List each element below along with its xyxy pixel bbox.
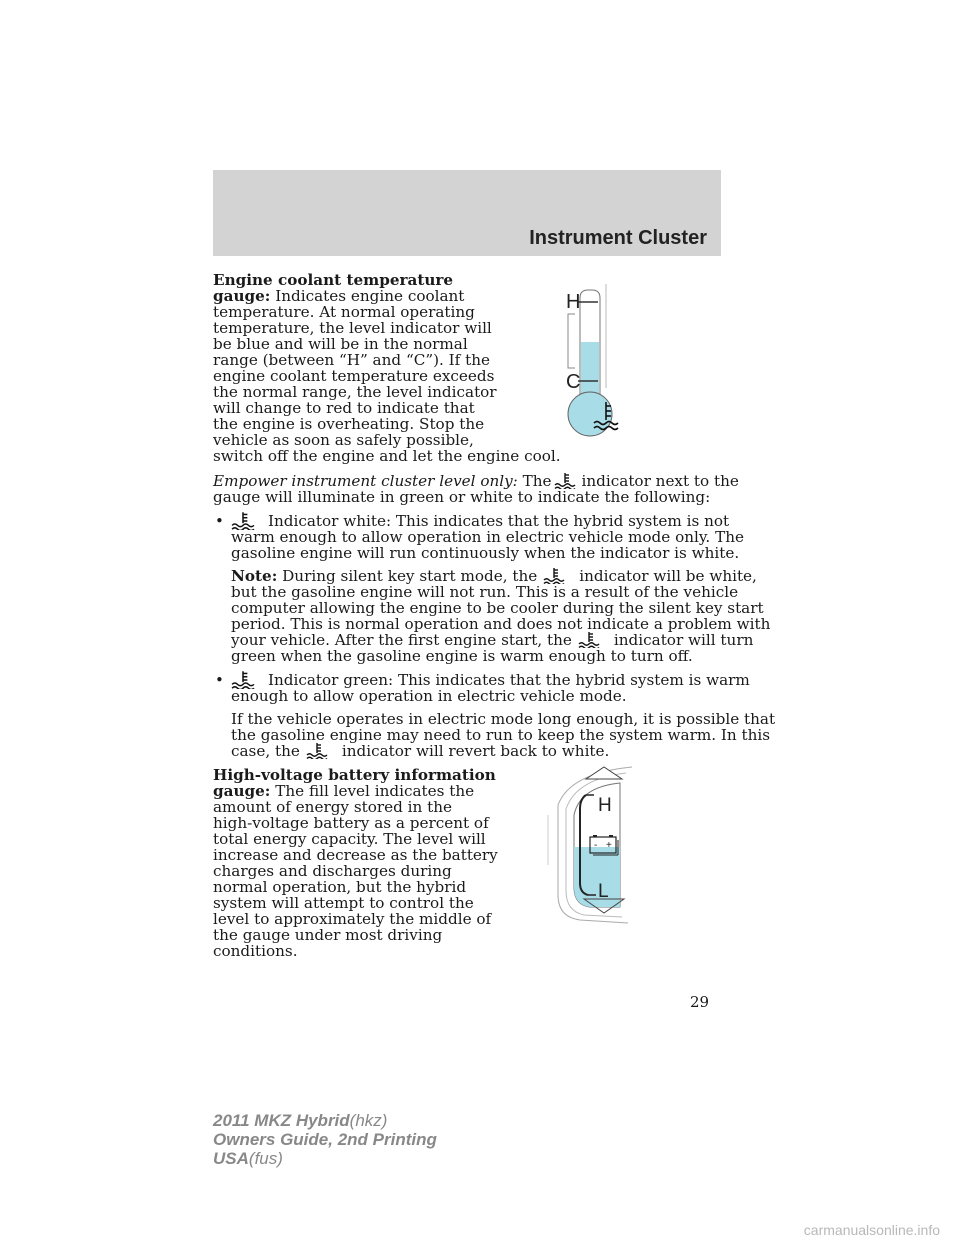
header-band	[213, 170, 721, 256]
coolant-gauge-h-label: H	[566, 291, 581, 313]
footer-line: USA(fus)	[213, 1149, 283, 1168]
electric-mode-line: the gasoline engine may need to run to keep the system warm. In this	[231, 726, 771, 744]
electric-mode-line: If the vehicle operates in electric mode long enough, it is possible that	[231, 710, 776, 728]
battery-text-line: the gauge under most driving	[213, 926, 443, 944]
battery-text-line: high-voltage battery as a percent of	[213, 814, 489, 832]
coolant-temperature-icon	[306, 743, 328, 759]
battery-heading: High-voltage battery information	[213, 766, 496, 784]
coolant-text-line: temperature, the level indicator will	[213, 319, 492, 337]
electric-mode-line: case, the indicator will revert back to white.	[231, 742, 610, 760]
bullet-green-line: enough to allow operation in electric vehicle mode.	[231, 687, 627, 705]
page-number: 29	[690, 993, 710, 1011]
battery-text-line: charges and discharges during	[213, 862, 452, 880]
empower-line: gauge will illuminate in green or white to indicate the following:	[213, 488, 711, 506]
coolant-text-line: the normal range, the level indicator	[213, 383, 497, 401]
battery-text-line: system will attempt to control the	[213, 894, 474, 912]
bullet-white-line: Indicator white: This indicates that the hybrid system is not	[268, 512, 730, 530]
battery-text-line: level to approximately the middle of	[213, 910, 492, 928]
coolant-temperature-icon	[543, 568, 565, 584]
battery-text-line: total energy capacity. The level will	[213, 830, 486, 848]
empower-line: Empower instrument cluster level only: The indicator next to the	[213, 472, 739, 490]
svg-text:-: -	[594, 840, 598, 851]
coolant-heading: Engine coolant temperature	[213, 271, 454, 289]
battery-text-line: gauge: The fill level indicates the	[213, 782, 475, 800]
coolant-text-line: be blue and will be in the normal	[213, 335, 468, 353]
battery-text-line: increase and decrease as the battery	[213, 846, 498, 864]
battery-gauge-illustration	[540, 765, 640, 925]
coolant-text-line: the engine is overheating. Stop the	[213, 415, 485, 433]
coolant-text-line: vehicle as soon as safely possible,	[213, 431, 474, 449]
coolant-text-line: engine coolant temperature exceeds	[213, 367, 495, 385]
note-line: period. This is normal operation and does not indicate a problem with	[231, 615, 771, 633]
coolant-gauge-illustration	[530, 278, 640, 448]
footer-line: 2011 MKZ Hybrid(hkz)	[213, 1111, 388, 1130]
battery-text-line: conditions.	[213, 942, 298, 960]
battery-text-line: amount of energy stored in the	[213, 798, 453, 816]
battery-text-line: normal operation, but the hybrid	[213, 878, 467, 896]
bullet-marker: •	[215, 512, 224, 530]
coolant-text-line: will change to red to indicate that	[213, 399, 475, 417]
note-line: computer allowing the engine to be cooler during the silent key start	[231, 599, 764, 617]
coolant-text-line: gauge: Indicates engine coolant	[213, 287, 465, 305]
coolant-text-line: temperature. At normal operating	[213, 303, 475, 321]
bullet-marker: •	[215, 671, 224, 689]
bullet-green-line: Indicator green: This indicates that the hybrid system is warm	[268, 671, 750, 689]
note-line: Note: During silent key start mode, the indicator will be white,	[231, 567, 757, 585]
bullet-white-line: warm enough to allow operation in electric vehicle mode only. The	[231, 528, 744, 546]
coolant-text-line: switch off the engine and let the engine cool.	[213, 447, 561, 465]
battery-gauge-h-label: H	[598, 795, 612, 816]
bullet-white-line: gasoline engine will run continuously when the indicator is white.	[231, 544, 740, 562]
coolant-temperature-icon	[554, 473, 576, 489]
note-line: but the gasoline engine will not run. This is a result of the vehicle	[231, 583, 739, 601]
section-title: Instrument Cluster	[529, 227, 707, 249]
note-line: your vehicle. After the first engine start, the indicator will turn	[231, 631, 754, 649]
svg-text:+: +	[606, 840, 612, 851]
coolant-text-line: range (between “H” and “C”). If the	[213, 351, 490, 369]
watermark: carmanualsonline.info	[803, 1222, 940, 1238]
coolant-gauge-c-label: C	[566, 371, 581, 393]
coolant-temperature-icon	[578, 632, 600, 648]
footer	[213, 1111, 437, 1168]
note-line: green when the gasoline engine is warm enough to turn off.	[231, 647, 693, 665]
footer-line: Owners Guide, 2nd Printing	[213, 1130, 437, 1149]
battery-gauge-l-label: L	[598, 881, 609, 902]
